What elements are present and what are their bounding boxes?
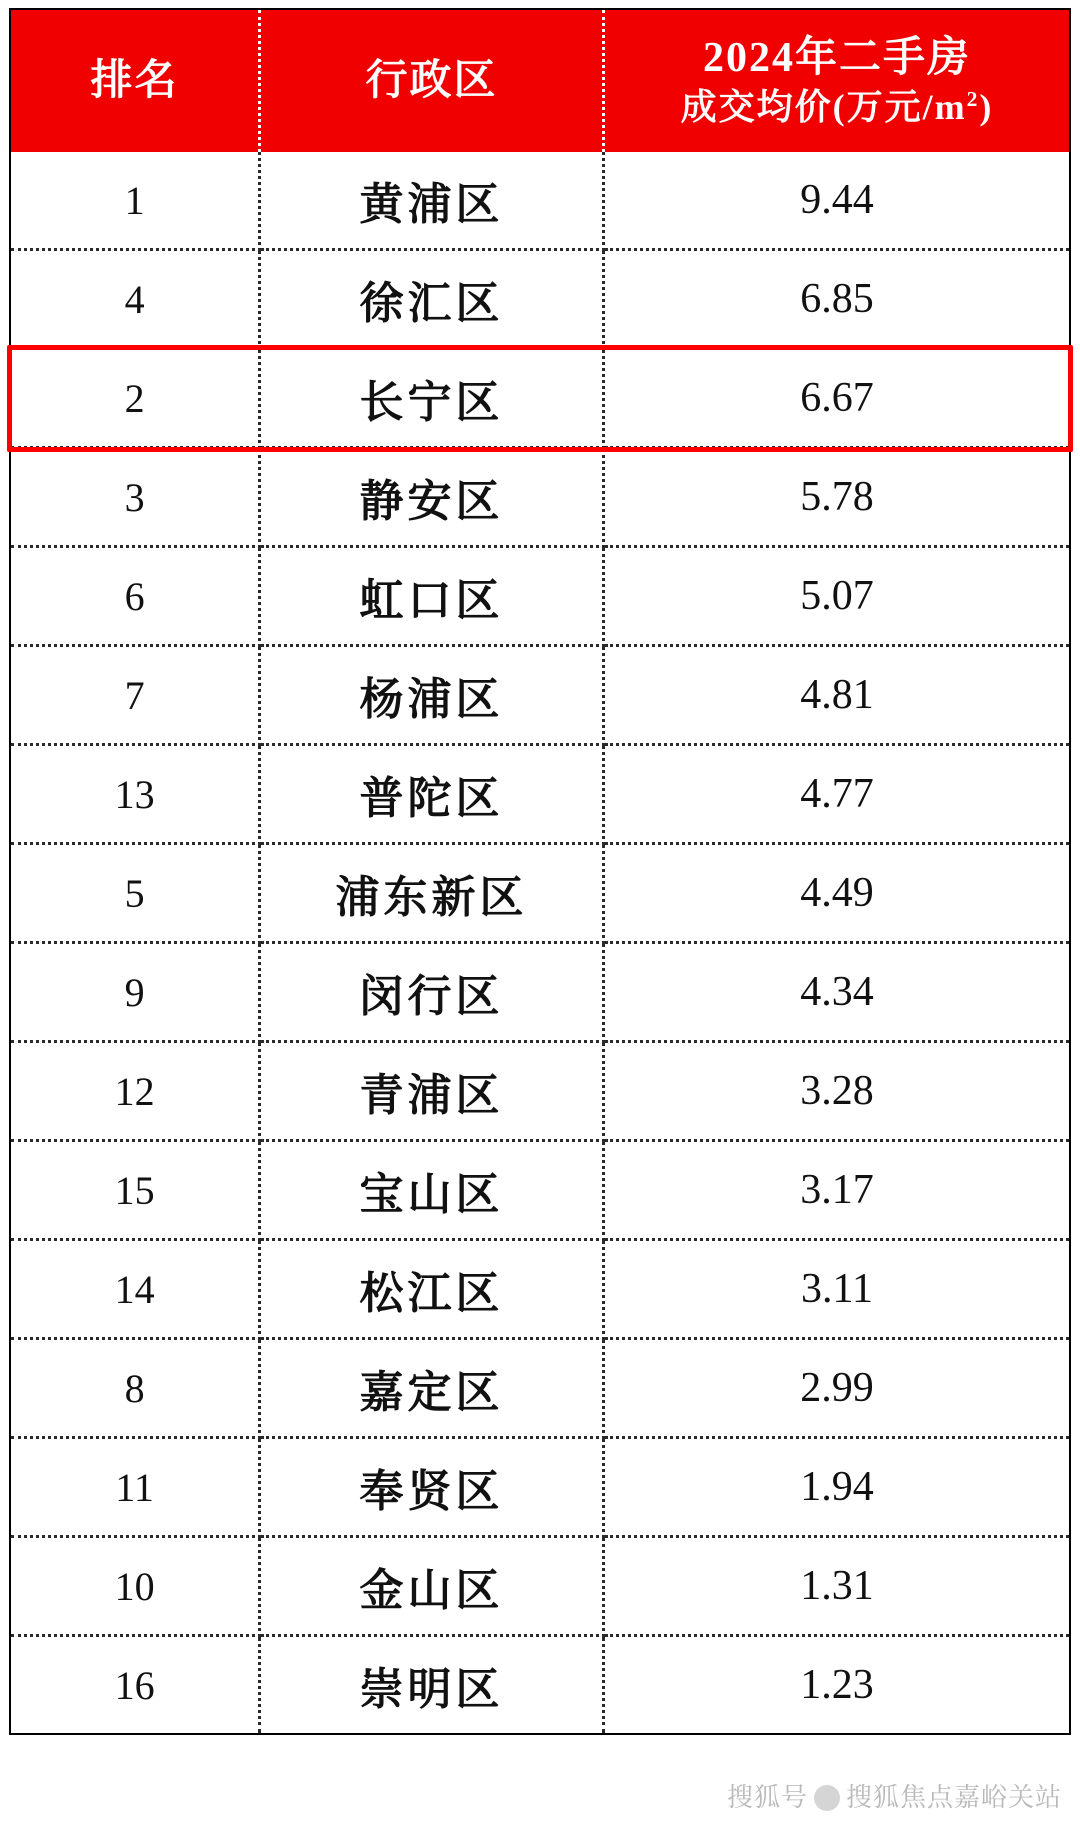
cell-rank: 13 xyxy=(11,745,260,844)
price-unit-exponent: 2 xyxy=(966,86,980,111)
cell-rank: 3 xyxy=(11,448,260,547)
table-row xyxy=(11,1141,1069,1240)
cell-rank: 16 xyxy=(11,1636,260,1734)
table-row xyxy=(11,152,1069,250)
column-header-price-line2 xyxy=(607,85,1067,130)
cell-price: 4.34 xyxy=(603,943,1069,1042)
table-row xyxy=(11,1240,1069,1339)
price-unit-suffix: ) xyxy=(979,86,994,127)
cell-rank: 11 xyxy=(11,1438,260,1537)
column-header-price-line1: 2024年二手房 xyxy=(702,35,971,82)
cell-district: 长宁区 xyxy=(260,349,604,448)
cell-rank: 6 xyxy=(11,547,260,646)
cell-price: 3.11 xyxy=(603,1240,1069,1339)
table-body xyxy=(11,152,1069,1733)
table-row xyxy=(11,349,1069,448)
ranking-table xyxy=(11,10,1069,1733)
cell-rank: 9 xyxy=(11,943,260,1042)
cell-rank: 5 xyxy=(11,844,260,943)
cell-rank: 4 xyxy=(11,250,260,349)
cell-price: 1.94 xyxy=(603,1438,1069,1537)
watermark-prefix: 搜狐号 xyxy=(726,1782,808,1812)
cell-district: 杨浦区 xyxy=(260,646,604,745)
cell-price: 4.77 xyxy=(603,745,1069,844)
cell-price: 6.85 xyxy=(603,250,1069,349)
table-row xyxy=(11,1042,1069,1141)
cell-district: 徐汇区 xyxy=(260,250,604,349)
cell-district: 奉贤区 xyxy=(260,1438,604,1537)
cell-price: 1.31 xyxy=(603,1537,1069,1636)
cell-price: 3.28 xyxy=(603,1042,1069,1141)
table-header xyxy=(11,10,1069,152)
watermark-name: 搜狐焦点嘉峪关站 xyxy=(845,1782,1062,1812)
cell-price: 5.78 xyxy=(603,448,1069,547)
column-header-rank: 排名 xyxy=(11,10,260,152)
table-row xyxy=(11,1636,1069,1734)
cell-district: 浦东新区 xyxy=(260,844,604,943)
cell-price: 5.07 xyxy=(603,547,1069,646)
cell-district: 宝山区 xyxy=(260,1141,604,1240)
table-row xyxy=(11,1339,1069,1438)
cell-rank: 8 xyxy=(11,1339,260,1438)
cell-price: 4.81 xyxy=(603,646,1069,745)
cell-district: 闵行区 xyxy=(260,943,604,1042)
cell-district: 黄浦区 xyxy=(260,152,604,250)
table-row xyxy=(11,1438,1069,1537)
table-row xyxy=(11,745,1069,844)
cell-district: 嘉定区 xyxy=(260,1339,604,1438)
cell-price: 4.49 xyxy=(603,844,1069,943)
column-header-district: 行政区 xyxy=(260,10,604,152)
table-row xyxy=(11,547,1069,646)
cell-district: 虹口区 xyxy=(260,547,604,646)
cell-rank: 2 xyxy=(11,349,260,448)
cell-rank: 1 xyxy=(11,152,260,250)
cell-rank: 10 xyxy=(11,1537,260,1636)
table-row xyxy=(11,844,1069,943)
cell-district: 青浦区 xyxy=(260,1042,604,1141)
cell-price: 9.44 xyxy=(603,152,1069,250)
cell-district: 松江区 xyxy=(260,1240,604,1339)
table-row xyxy=(11,943,1069,1042)
cell-price: 6.67 xyxy=(603,349,1069,448)
cell-price: 3.17 xyxy=(603,1141,1069,1240)
cell-district: 金山区 xyxy=(260,1537,604,1636)
watermark-avatar-icon xyxy=(814,1785,840,1811)
cell-rank: 14 xyxy=(11,1240,260,1339)
table-header-row xyxy=(11,10,1069,152)
cell-rank: 15 xyxy=(11,1141,260,1240)
cell-district: 静安区 xyxy=(260,448,604,547)
ranking-table-container xyxy=(9,8,1071,1735)
table-row xyxy=(11,646,1069,745)
cell-rank: 7 xyxy=(11,646,260,745)
table-row xyxy=(11,250,1069,349)
cell-district: 普陀区 xyxy=(260,745,604,844)
cell-price: 2.99 xyxy=(603,1339,1069,1438)
watermark xyxy=(727,1777,1062,1814)
column-header-price xyxy=(603,10,1069,152)
price-unit-prefix: 成交均价(万元/ xyxy=(680,86,935,127)
table-row xyxy=(11,448,1069,547)
price-unit-symbol: m xyxy=(934,86,967,127)
table-row xyxy=(11,1537,1069,1636)
cell-rank: 12 xyxy=(11,1042,260,1141)
cell-district: 崇明区 xyxy=(260,1636,604,1734)
cell-price: 1.23 xyxy=(603,1636,1069,1734)
